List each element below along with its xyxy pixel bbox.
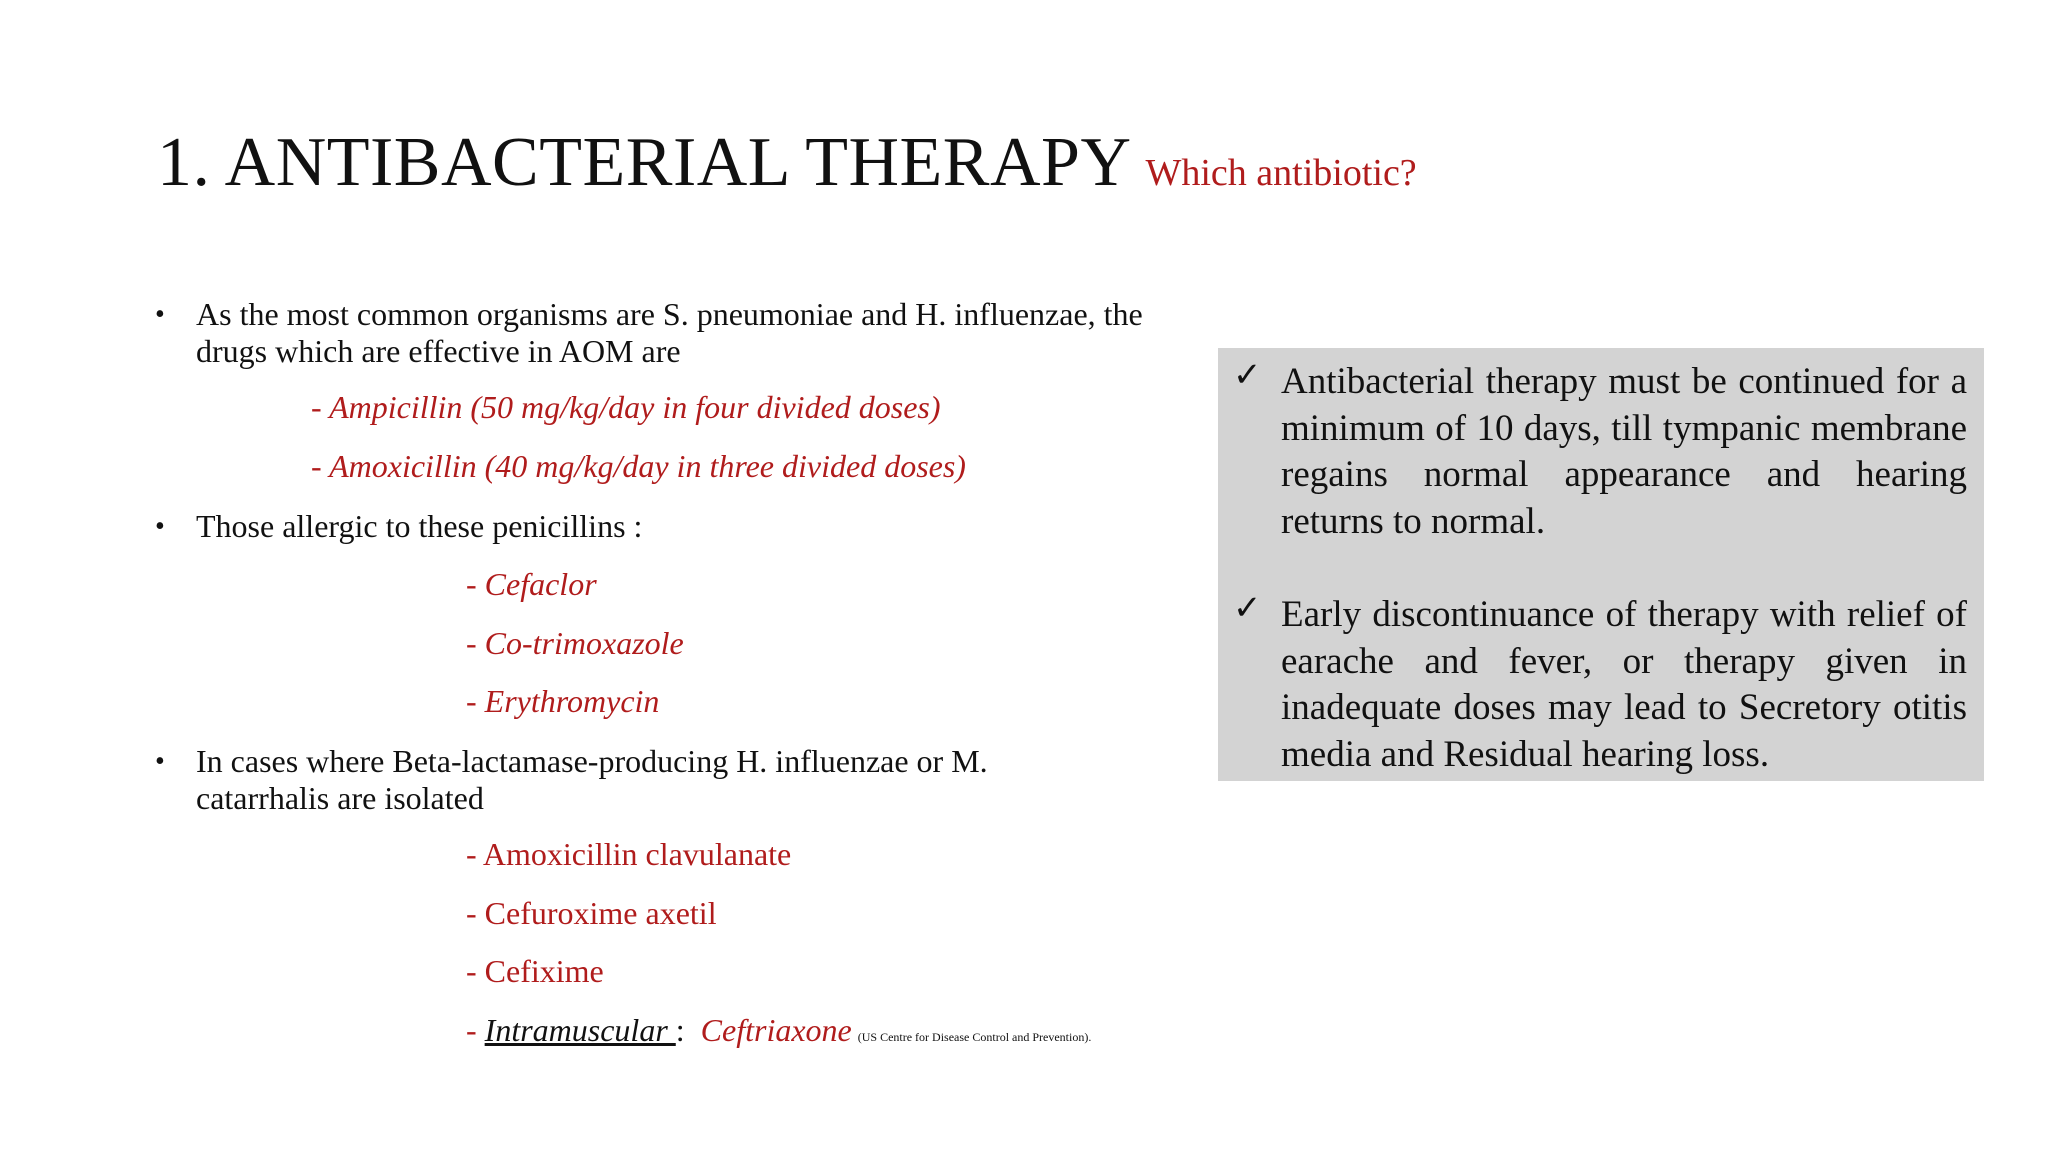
dash: - <box>311 448 322 484</box>
drug-ampicillin: - Ampicillin (50 mg/kg/day in four divided doses) <box>311 389 941 425</box>
title-main: 1. ANTIBACTERIAL THERAPY <box>157 124 1132 201</box>
colon: : <box>675 1012 701 1048</box>
title-subtitle: Which antibiotic? <box>1145 152 1417 194</box>
drug-amoxicillin <box>311 448 966 485</box>
drug-cefuroxime-axetil: - Cefuroxime axetil <box>466 895 717 931</box>
note-early-discontinuance: Early discontinuance of therapy with relief of earache and fever, or therapy given in inadequate doses may lead to Secretory otitis media and Residual hearing loss. <box>1281 594 1967 775</box>
note-duration: Antibacterial therapy must be continued for a minimum of 10 days, till tympanic membrane regains normal appearance and hearing returns to normal. <box>1281 361 1967 542</box>
drug-amoxicillin-text: Amoxicillin (40 mg/kg/day in three divided doses) <box>329 448 966 484</box>
bullet-marker: • <box>155 299 165 330</box>
checkmark-icon: ✓ <box>1233 590 1262 627</box>
bullet-marker: • <box>155 746 165 777</box>
drug-cefaclor: - Cefaclor <box>466 566 597 602</box>
bullet-beta-lactamase: In cases where Beta-lactamase-producing H. influenzae or M. catarrhalis are isolated <box>196 743 988 816</box>
drug-co-trimoxazole: - Co-trimoxazole <box>466 625 684 661</box>
bullet-marker: • <box>155 511 165 542</box>
bullet-common-organisms: As the most common organisms are S. pneumoniae and H. influenzae, the drugs which are effective in AOM are <box>196 296 1143 369</box>
drug-cefixime: - Cefixime <box>466 953 604 989</box>
citation: (US Centre for Disease Control and Prevention). <box>857 1030 1092 1044</box>
checkmark-icon: ✓ <box>1233 357 1262 394</box>
drug-erythromycin: - Erythromycin <box>466 683 660 719</box>
route-intramuscular: Intramuscular <box>484 1012 676 1048</box>
drug-ceftriaxone: Ceftriaxone <box>700 1012 852 1048</box>
bullet-penicillin-allergy: Those allergic to these penicillins : <box>196 508 643 544</box>
drug-ceftriaxone-line <box>466 1012 1091 1056</box>
drug-amoxicillin-clavulanate: - Amoxicillin clavulanate <box>466 836 792 872</box>
dash: - <box>466 1012 485 1048</box>
